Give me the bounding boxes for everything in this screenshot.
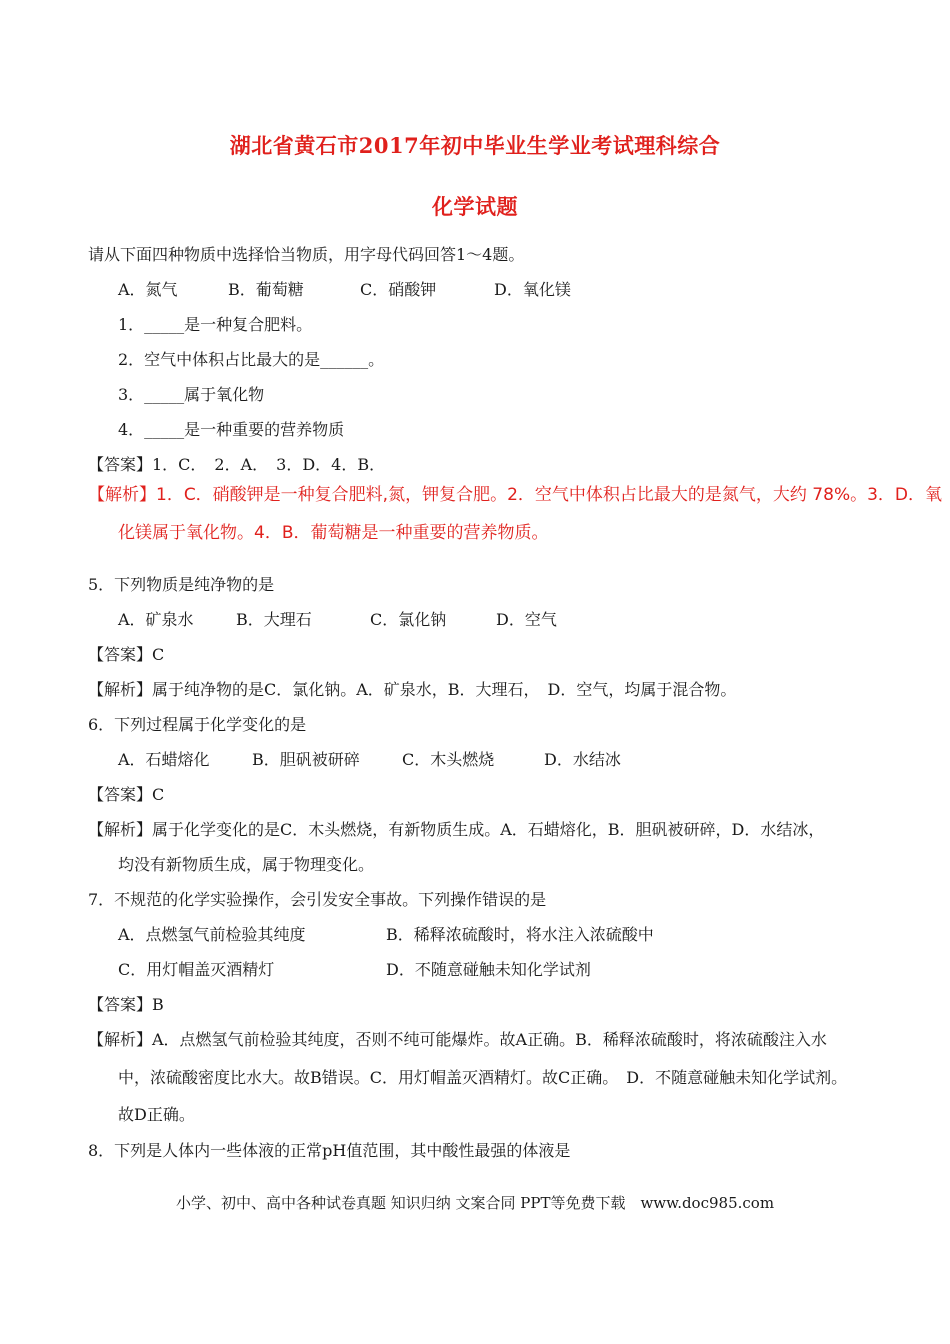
option-c: C．木头燃烧 <box>402 750 495 769</box>
option-c: C．硝酸钾 <box>360 280 437 299</box>
option-b: B．葡萄糖 <box>228 280 304 299</box>
analysis-7-line1: 【解析】A．点燃氢气前检验其纯度，否则不纯可能爆炸。故A正确。B．稀释浓硫酸时，将浓硫酸注入水 <box>88 1030 827 1049</box>
page-title: 湖北省黄石市2017年初中毕业生学业考试理科综合 <box>229 133 721 158</box>
analysis-1-4-line2: 化镁属于氧化物。4．B．葡萄糖是一种重要的营养物质。 <box>118 523 549 543</box>
option-a: A．石蜡熔化 <box>118 750 210 769</box>
question-1: 1．_____是一种复合肥料。 <box>118 315 313 334</box>
q7-options-row1 <box>118 925 654 945</box>
option-a: A．点燃氢气前检验其纯度 <box>118 925 306 944</box>
page-footer: 小学、初中、高中各种试卷真题 知识归纳 文案合同 PPT等免费下载 www.doc985.com <box>175 1194 775 1212</box>
analysis-1-4-line1: 【解析】1．C．硝酸钾是一种复合肥料,氮，钾复合肥。2．空气中体积占比最大的是氮气，大约 78%。3．D．氧 <box>88 485 942 505</box>
q7-options-row2 <box>118 960 591 980</box>
option-b: B．胆矾被研碎 <box>252 750 360 769</box>
question-7-stem: 7．不规范的化学实验操作，会引发安全事故。下列操作错误的是 <box>88 890 547 909</box>
option-b: B．大理石 <box>236 610 312 629</box>
analysis-6-line1: 【解析】属于化学变化的是C．木头燃烧，有新物质生成。A．石蜡熔化，B．胆矾被研碎，D．水结冰， <box>88 820 825 839</box>
page-subtitle: 化学试题 <box>432 194 518 219</box>
analysis-7-line3: 故D正确。 <box>118 1105 195 1124</box>
option-d: D．水结冰 <box>544 750 621 769</box>
option-d: D．不随意碰触未知化学试剂 <box>386 960 591 979</box>
analysis-6-line2: 均没有新物质生成，属于物理变化。 <box>118 855 375 874</box>
q1-4-options <box>118 280 571 300</box>
question-4: 4．_____是一种重要的营养物质 <box>118 420 345 439</box>
option-b: B．稀释浓硫酸时，将水注入浓硫酸中 <box>386 925 654 944</box>
question-2: 2．空气中体积占比最大的是______。 <box>118 350 385 369</box>
option-a: A．氮气 <box>118 280 178 299</box>
answer-5: 【答案】C <box>88 645 165 664</box>
option-a: A．矿泉水 <box>118 610 194 629</box>
answer-1-4: 【答案】1．C． 2．A． 3．D．4．B． <box>88 455 386 474</box>
option-d: D．氧化镁 <box>494 280 571 299</box>
question-3: 3．_____属于氧化物 <box>118 385 265 404</box>
answer-6: 【答案】C <box>88 785 165 804</box>
option-c: C．氯化钠 <box>370 610 447 629</box>
q5-options <box>118 610 557 630</box>
question-6-stem: 6．下列过程属于化学变化的是 <box>88 715 307 734</box>
option-c: C．用灯帽盖灭酒精灯 <box>118 960 275 979</box>
question-8-stem: 8．下列是人体内一些体液的正常pH值范围，其中酸性最强的体液是 <box>88 1141 571 1160</box>
option-d: D．空气 <box>496 610 557 629</box>
answer-7: 【答案】B <box>88 995 164 1014</box>
analysis-7-line2: 中，浓硫酸密度比水大。故B错误。C．用灯帽盖灭酒精灯。故C正确。 D．不随意碰触未知化学试剂。 <box>118 1068 848 1087</box>
question-5-stem: 5．下列物质是纯净物的是 <box>88 575 275 594</box>
intro-text: 请从下面四种物质中选择恰当物质，用字母代码回答1～4题。 <box>88 245 525 264</box>
q6-options <box>118 750 621 770</box>
analysis-5: 【解析】属于纯净物的是C．氯化钠。A．矿泉水，B．大理石， D．空气，均属于混合物。 <box>88 680 737 699</box>
